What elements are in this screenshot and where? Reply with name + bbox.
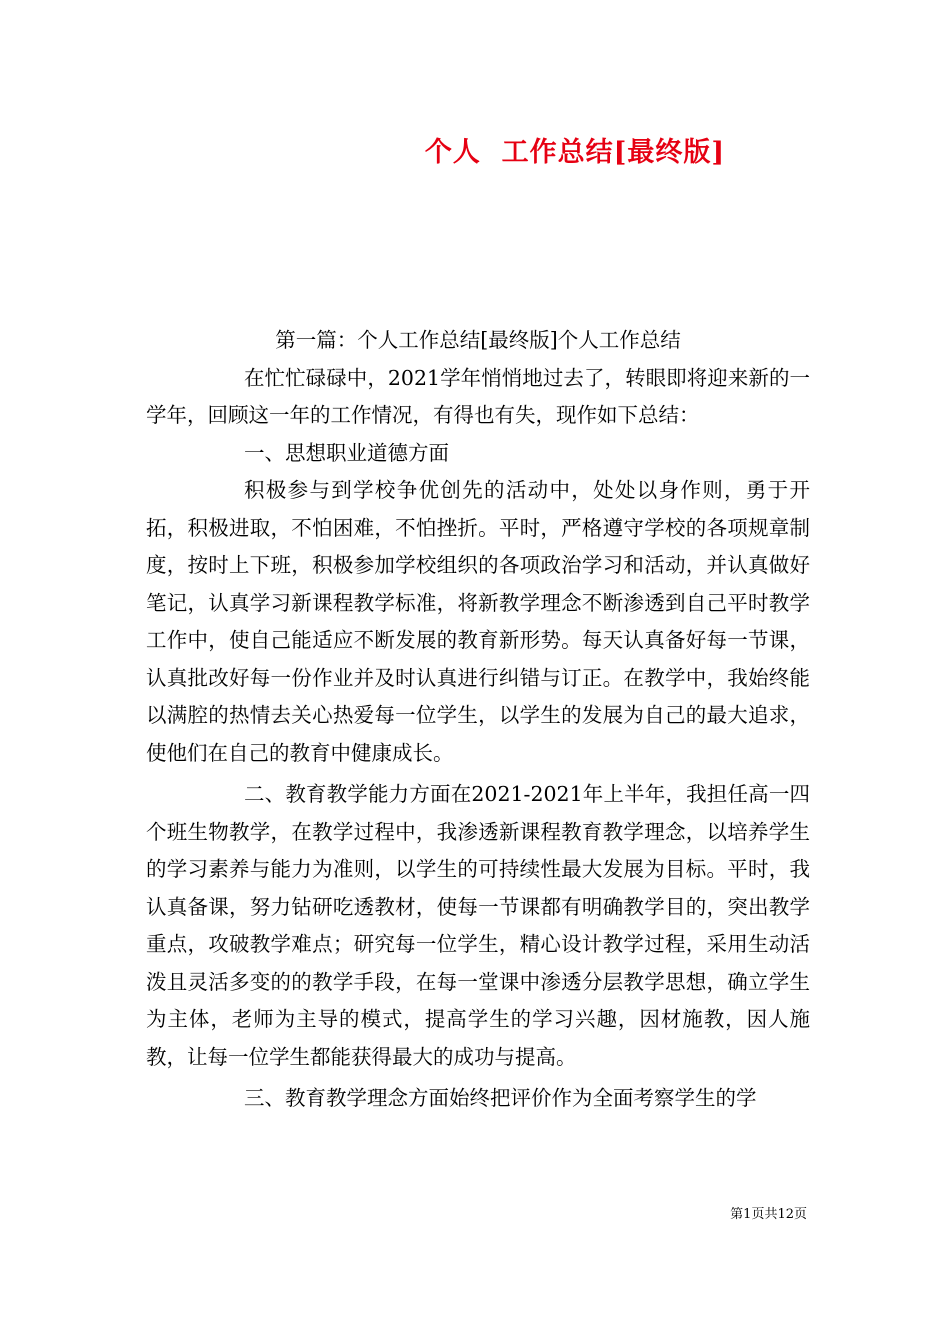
paragraph-teaching-ability: 二、教育教学能力方面在2021-2021年上半年，我担任高一四个班生物教学，在教学过程中，我渗透新课程教育教学理念，以培养学生的学习素养与能力为准则，以学生的可持续性最大发展为目标。平时，我认真备课，努力钻研吃透教材，使每一节课都有明确教学目的，突出教学重点，攻破教学难点；研究每一位学生，精心设计教学过程，采用生动活泼且灵活多变的的教学手段，在每一堂课中渗透分层教学思想，确立学生为主体，老师为主导的模式，提高学生的学习兴趣，因材施教，因人施教，让每一位学生都能获得最大的成功与提高。 bbox=[146, 782, 810, 1069]
document-body bbox=[146, 322, 810, 1118]
document-title: 个人 工作总结[最终版] bbox=[424, 137, 726, 168]
paragraph-ethics: 积极参与到学校争优创先的活动中，处处以身作则，勇于开拓，积极进取，不怕困难，不怕挫折。平时，严格遵守学校的各项规章制度，按时上下班，积极参加学校组织的各项政治学习和活动，并认真做好笔记，认真学习新课程教学标准，将新教学理念不断渗透到自己平时教学工作中，使自己能适应不断发展的教育新形势。每天认真备好每一节课，认真批改好每一份作业并及时认真进行纠错与订正。在教学中，我始终能以满腔的热情去关心热爱每一位学生，以学生的发展为自己的最大追求，使他们在自己的教育中健康成长。 bbox=[146, 478, 810, 765]
document-subtitle: 第一篇：个人工作总结[最终版]个人工作总结 bbox=[275, 328, 681, 352]
paragraph-teaching-philosophy: 三、教育教学理念方面始终把评价作为全面考察学生的学 bbox=[244, 1086, 757, 1110]
page-number: 第1页共12页 bbox=[730, 1207, 807, 1222]
section-heading-ethics: 一、思想职业道德方面 bbox=[244, 440, 449, 465]
paragraph-intro: 在忙忙碌碌中，2021学年悄悄地过去了，转眼即将迎来新的一学年，回顾这一年的工作情况，有得也有失，现作如下总结： bbox=[146, 365, 810, 427]
